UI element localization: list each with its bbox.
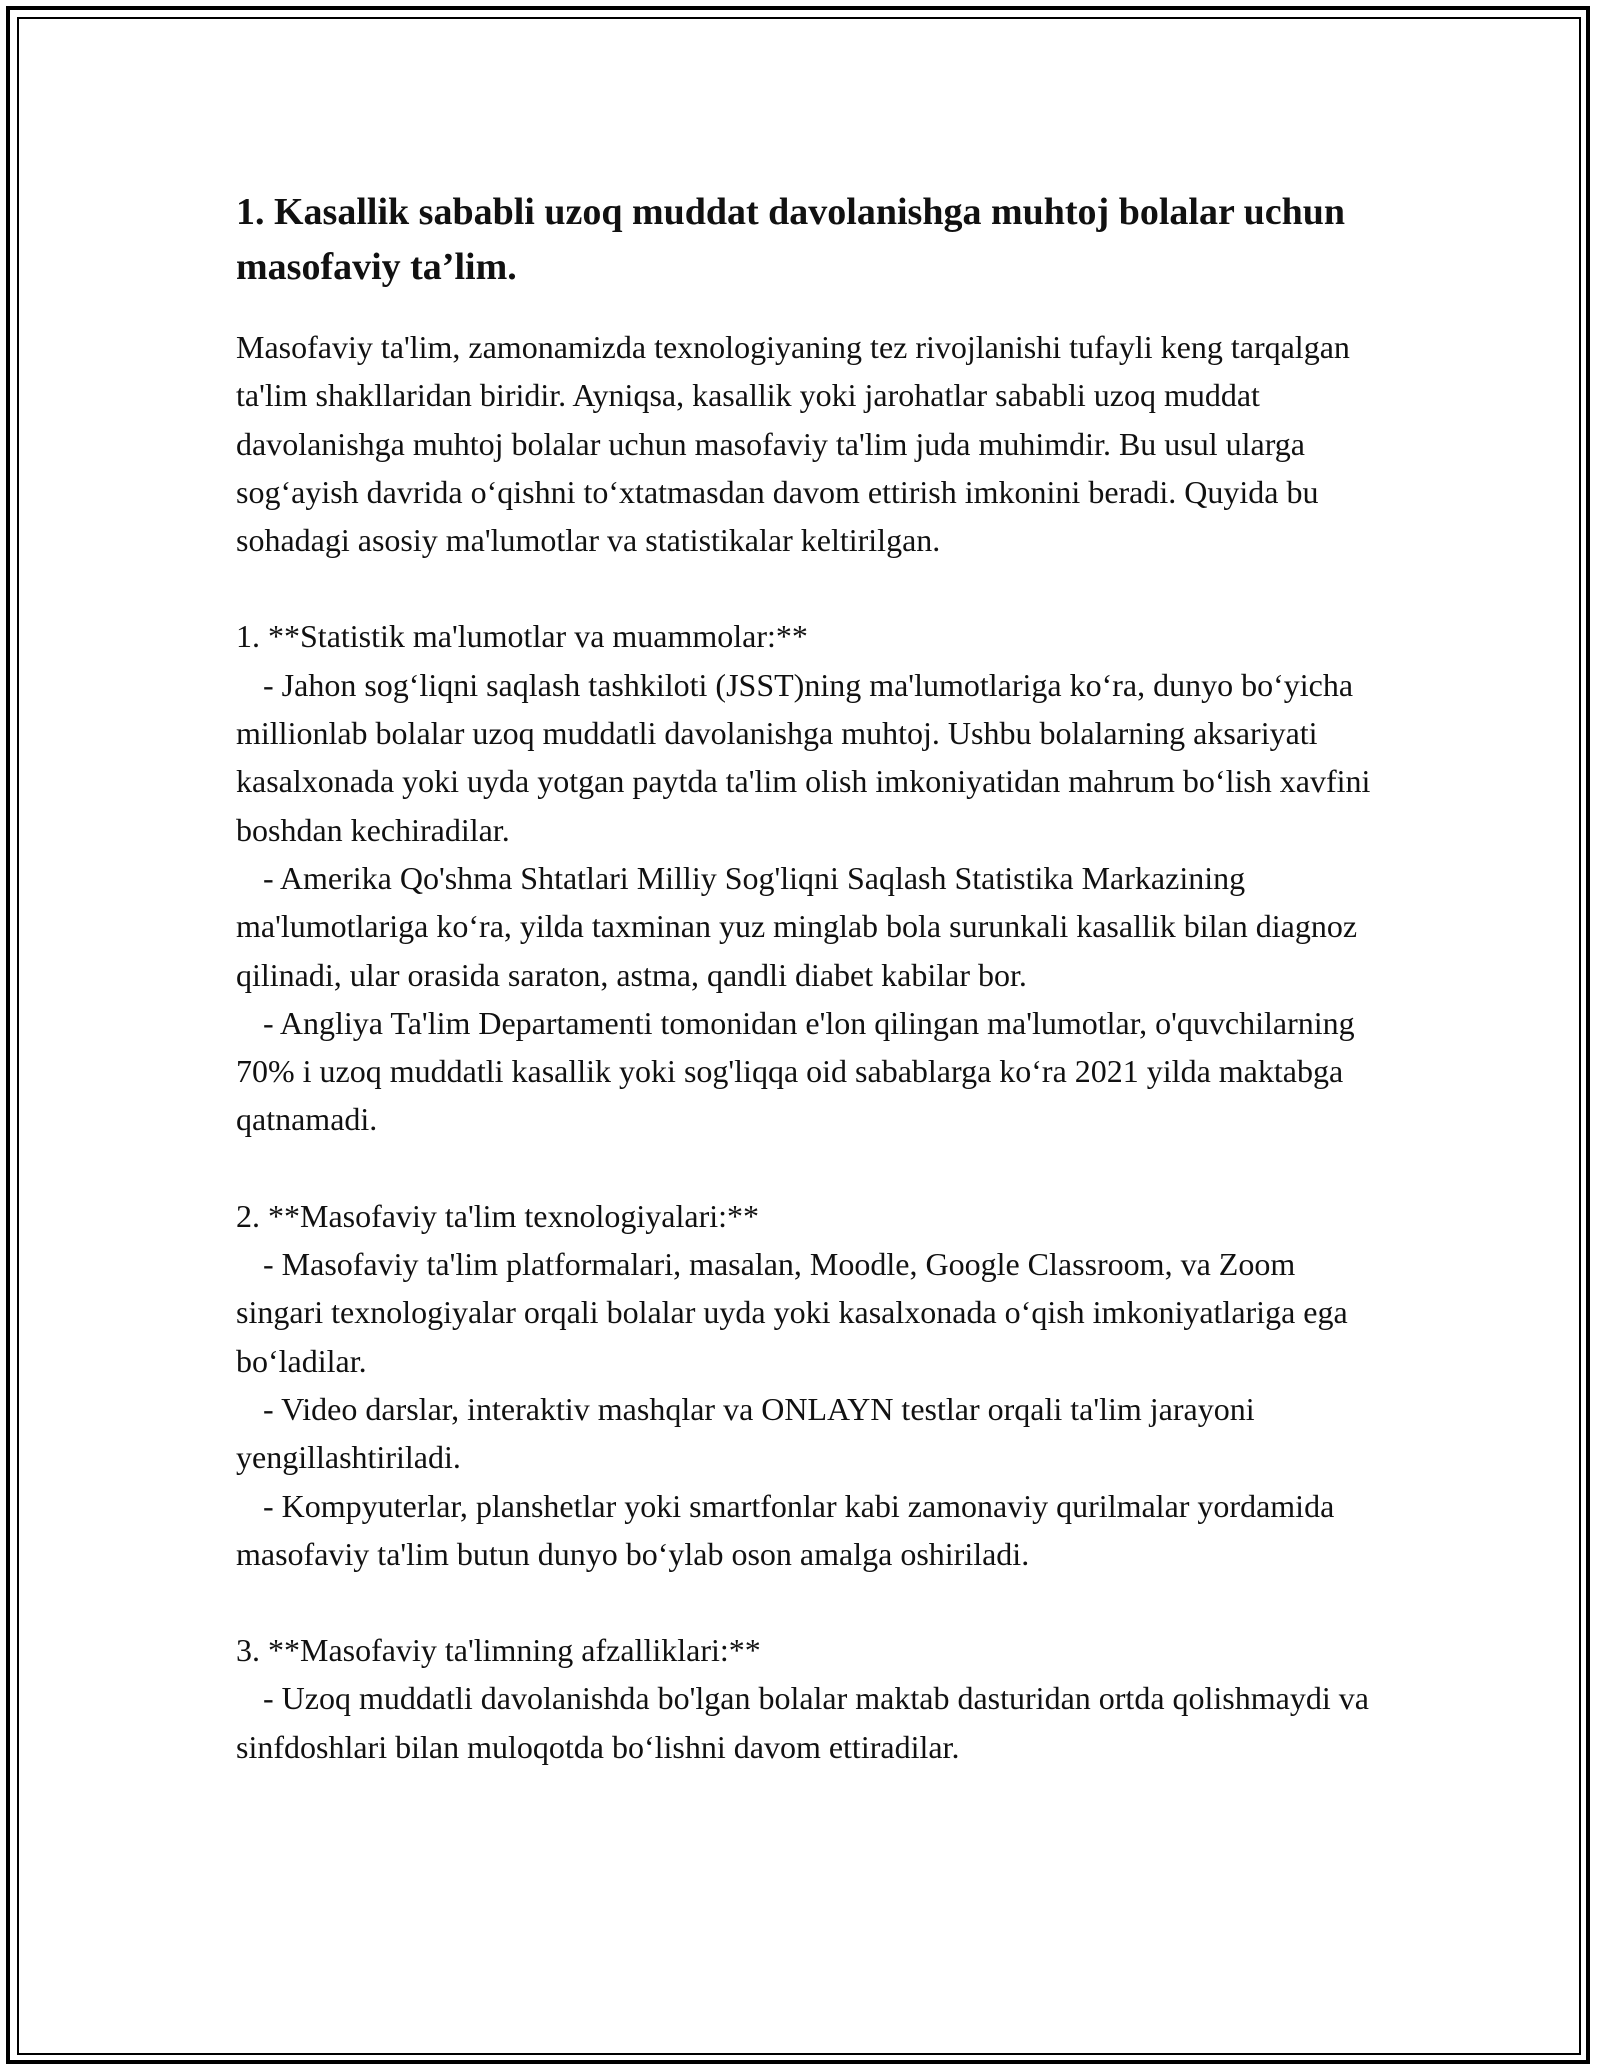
- section-heading: 1. **Statistik ma'lumotlar va muammolar:**: [236, 618, 808, 655]
- section-advantages: [236, 1626, 1386, 1771]
- document-body: [236, 185, 1386, 1819]
- document-title: 1. Kasallik sababli uzoq muddat davolanishga muhtoj bolalar uchun masofaviy ta’lim.: [236, 191, 1346, 288]
- list-item: - Jahon sog‘liqni saqlash tashkiloti (JSST)ning ma'lumotlariga ko‘ra, dunyo bo‘yicha millionlab bolalar uzoq muddatli davolanishga muhtoj. Ushbu bolalarning aksariyati kasalxonada yoki uyda yotgan paytda ta'lim olish imkoniyatidan mahrum bo‘lish xavfini boshdan kechiradilar.: [236, 666, 1371, 848]
- section-technologies: [236, 1192, 1386, 1578]
- list-item: - Masofaviy ta'lim platformalari, masalan, Moodle, Google Classroom, va Zoom singari texnologiyalar orqali bolalar uyda yoki kasalxonada o‘qish imkoniyatlariga ega bo‘ladilar.: [236, 1246, 1348, 1379]
- list-item: - Video darslar, interaktiv mashqlar va ONLAYN testlar orqali ta'lim jarayoni yengillashtiriladi.: [236, 1390, 1255, 1476]
- list-item: - Uzoq muddatli davolanishda bo'lgan bolalar maktab dasturidan ortda qolishmaydi va sinfdoshlari bilan muloqotda bo‘lishni davom ettiradilar.: [236, 1680, 1369, 1765]
- section-statistics: [236, 612, 1386, 1143]
- intro-paragraph: Masofaviy ta'lim, zamonamizda texnologiyaning tez rivojlanishi tufayli keng tarqalgan ta'lim shakllaridan biridir. Ayniqsa, kasallik yoki jarohatlar sababli uzoq muddat davolanishga muhtoj bolalar uchun masofaviy ta'lim juda muhimdir. Bu usul ularga sog‘ayish davrida o‘qishni to‘xtatmasdan davom ettirish imkonini beradi. Quyida bu sohadagi asosiy ma'lumotlar va statistikalar keltirilgan.: [236, 329, 1350, 559]
- list-item: - Angliya Ta'lim Departamenti tomonidan e'lon qilingan ma'lumotlar, o'quvchilarning 70% i uzoq muddatli kasallik yoki sog'liqqa oid sabablarga ko‘ra 2021 yilda maktabga qatnamadi.: [236, 1004, 1355, 1138]
- section-heading: 2. **Masofaviy ta'lim texnologiyalari:**: [236, 1197, 759, 1234]
- list-item: - Kompyuterlar, planshetlar yoki smartfonlar kabi zamonaviy qurilmalar yordamida masofaviy ta'lim butun dunyo bo‘ylab oson amalga oshiriladi.: [236, 1487, 1335, 1572]
- section-heading: 3. **Masofaviy ta'limning afzalliklari:**: [236, 1632, 761, 1669]
- list-item: - Amerika Qo'shma Shtatlari Milliy Sog'liqni Saqlash Statistika Markazining ma'lumotlariga ko‘ra, yilda taxminan yuz minglab bola surunkali kasallik bilan diagnoz qilinadi, ular orasida saraton, astma, qandli diabet kabilar bor.: [236, 859, 1358, 993]
